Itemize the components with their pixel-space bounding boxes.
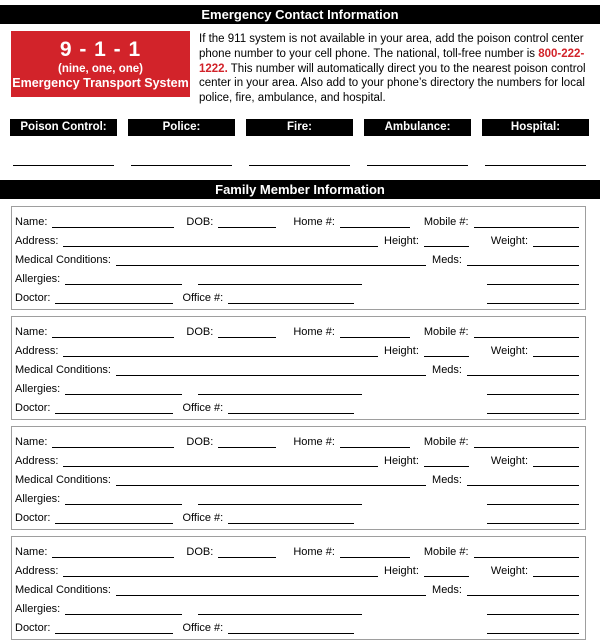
- address-label: Address:: [15, 564, 59, 577]
- allergies-label: Allergies:: [15, 602, 61, 615]
- home-phone-label: Home #:: [293, 545, 335, 558]
- office-phone-fill-line[interactable]: [228, 413, 354, 414]
- allergies-continuation-line[interactable]: [198, 284, 362, 285]
- poison-control-instructions: [199, 31, 590, 106]
- home-phone-fill-line[interactable]: [340, 337, 410, 338]
- office-phone-label: Office #:: [182, 621, 224, 634]
- name-fill-line[interactable]: [52, 557, 174, 558]
- weight-label: Weight:: [490, 234, 528, 247]
- allergies-fill-line[interactable]: [65, 394, 182, 395]
- height-label: Height:: [384, 344, 419, 357]
- home-phone-fill-line[interactable]: [340, 447, 410, 448]
- medical-conditions-label: Medical Conditions:: [15, 363, 111, 376]
- name-fill-line[interactable]: [52, 447, 174, 448]
- medical-conditions-fill-line[interactable]: [116, 265, 426, 266]
- member-row-address: [15, 451, 579, 470]
- allergies-fill-line[interactable]: [65, 614, 182, 615]
- dob-fill-line[interactable]: [218, 227, 276, 228]
- allergies-continuation-line[interactable]: [198, 504, 362, 505]
- member-row-allergies: [15, 379, 579, 398]
- address-label: Address:: [15, 344, 59, 357]
- member-row-name: [15, 432, 579, 451]
- mobile-phone-fill-line[interactable]: [474, 447, 579, 448]
- member-row-allergies: [15, 599, 579, 618]
- meds-continuation-line-1[interactable]: [487, 284, 579, 285]
- family-section-header: [0, 180, 600, 199]
- family-member-block: [11, 536, 586, 640]
- meds-label: Meds:: [432, 253, 462, 266]
- name-label: Name:: [15, 545, 48, 558]
- medical-conditions-fill-line[interactable]: [116, 485, 426, 486]
- member-row-medical: [15, 360, 579, 379]
- address-fill-line[interactable]: [63, 246, 378, 247]
- fire-fill-line[interactable]: [249, 165, 350, 166]
- allergies-label: Allergies:: [15, 272, 61, 285]
- meds-label: Meds:: [432, 363, 462, 376]
- doctor-fill-line[interactable]: [55, 413, 173, 414]
- meds-fill-line[interactable]: [467, 265, 579, 266]
- meds-label: Meds:: [432, 473, 462, 486]
- height-fill-line[interactable]: [424, 356, 469, 357]
- address-fill-line[interactable]: [63, 356, 378, 357]
- member-row-doctor: [15, 618, 579, 637]
- meds-continuation-line-1[interactable]: [487, 394, 579, 395]
- 911-number: 9 - 1 - 1: [59, 37, 142, 61]
- member-row-doctor: [15, 508, 579, 527]
- weight-fill-line[interactable]: [533, 356, 579, 357]
- home-phone-label: Home #:: [293, 435, 335, 448]
- member-row-doctor: [15, 288, 579, 307]
- member-row-address: [15, 341, 579, 360]
- dob-label: DOB:: [186, 435, 214, 448]
- name-fill-line[interactable]: [52, 227, 174, 228]
- allergies-fill-line[interactable]: [65, 504, 182, 505]
- height-label: Height:: [384, 234, 419, 247]
- family-members: [0, 206, 600, 640]
- family-member-block: [11, 316, 586, 420]
- meds-continuation-line-2[interactable]: [487, 413, 579, 414]
- meds-fill-line[interactable]: [467, 485, 579, 486]
- medical-conditions-label: Medical Conditions:: [15, 473, 111, 486]
- height-fill-line[interactable]: [424, 576, 469, 577]
- meds-continuation-line-2[interactable]: [487, 633, 579, 634]
- mobile-phone-fill-line[interactable]: [474, 227, 579, 228]
- doctor-fill-line[interactable]: [55, 523, 173, 524]
- office-phone-label: Office #:: [182, 401, 224, 414]
- office-phone-label: Office #:: [182, 511, 224, 524]
- instructions-text-after: This number will automatically direct you to the nearest poison control center in your area. Also add to your phone’s directory the numbers for local police, fire, ambulance, and hospital.: [199, 62, 586, 105]
- weight-label: Weight:: [490, 564, 528, 577]
- dob-fill-line[interactable]: [218, 337, 276, 338]
- doctor-label: Doctor:: [15, 291, 51, 304]
- meds-fill-line[interactable]: [467, 375, 579, 376]
- name-label: Name:: [15, 215, 48, 228]
- allergies-continuation-line[interactable]: [198, 394, 362, 395]
- meds-fill-line[interactable]: [467, 595, 579, 596]
- emergency-section-title: Emergency Contact Information: [201, 7, 399, 22]
- allergies-fill-line[interactable]: [65, 284, 182, 285]
- ambulance-label-box: Ambulance:: [364, 119, 471, 136]
- doctor-fill-line[interactable]: [55, 303, 173, 304]
- meds-continuation-line-1[interactable]: [487, 504, 579, 505]
- height-label: Height:: [384, 454, 419, 467]
- emergency-contacts-fill-row: [10, 165, 589, 166]
- fire-label-box: Fire:: [246, 119, 353, 136]
- meds-continuation-line-2[interactable]: [487, 303, 579, 304]
- allergies-continuation-line[interactable]: [198, 614, 362, 615]
- emergency-section-header: [0, 5, 600, 24]
- hospital-label-box: Hospital:: [482, 119, 589, 136]
- member-row-medical: [15, 470, 579, 489]
- weight-fill-line[interactable]: [533, 466, 579, 467]
- dob-label: DOB:: [186, 325, 214, 338]
- name-label: Name:: [15, 325, 48, 338]
- dob-label: DOB:: [186, 545, 214, 558]
- meds-continuation-line-2[interactable]: [487, 523, 579, 524]
- police-label-box: Police:: [128, 119, 235, 136]
- height-label: Height:: [384, 564, 419, 577]
- emergency-contacts-header-row: [10, 119, 589, 136]
- medical-conditions-label: Medical Conditions:: [15, 253, 111, 266]
- member-row-address: [15, 561, 579, 580]
- member-row-address: [15, 231, 579, 250]
- emergency-info-section: [11, 31, 590, 106]
- family-member-block: [11, 426, 586, 530]
- allergies-label: Allergies:: [15, 492, 61, 505]
- office-phone-fill-line[interactable]: [228, 633, 354, 634]
- 911-spelled-out: (nine, one, one): [58, 62, 143, 75]
- home-phone-fill-line[interactable]: [340, 227, 410, 228]
- name-fill-line[interactable]: [52, 337, 174, 338]
- member-row-allergies: [15, 269, 579, 288]
- meds-continuation-line-1[interactable]: [487, 614, 579, 615]
- address-label: Address:: [15, 234, 59, 247]
- poison-control-label-box: Poison Control:: [10, 119, 117, 136]
- family-section-title: Family Member Information: [215, 181, 385, 197]
- member-row-medical: [15, 250, 579, 269]
- ambulance-fill-line[interactable]: [367, 165, 468, 166]
- doctor-label: Doctor:: [15, 401, 51, 414]
- medical-conditions-fill-line[interactable]: [116, 375, 426, 376]
- poison-control-fill-line[interactable]: [13, 165, 114, 166]
- office-phone-fill-line[interactable]: [228, 523, 354, 524]
- poison-control-phone-number: 800-222-1222.: [199, 47, 585, 75]
- dob-fill-line[interactable]: [218, 447, 276, 448]
- mobile-phone-fill-line[interactable]: [474, 337, 579, 338]
- member-row-name: [15, 322, 579, 341]
- member-row-allergies: [15, 489, 579, 508]
- allergies-label: Allergies:: [15, 382, 61, 395]
- police-fill-line[interactable]: [131, 165, 232, 166]
- address-label: Address:: [15, 454, 59, 467]
- height-fill-line[interactable]: [424, 466, 469, 467]
- mobile-phone-label: Mobile #:: [423, 325, 469, 338]
- instructions-text-before: If the 911 system is not available in your area, add the poison control center phone number to your cell phone. The national, toll-free number is: [199, 33, 584, 60]
- office-phone-label: Office #:: [182, 291, 224, 304]
- mobile-phone-fill-line[interactable]: [474, 557, 579, 558]
- weight-fill-line[interactable]: [533, 246, 579, 247]
- member-row-name: [15, 542, 579, 561]
- medical-conditions-label: Medical Conditions:: [15, 583, 111, 596]
- meds-label: Meds:: [432, 583, 462, 596]
- height-fill-line[interactable]: [424, 246, 469, 247]
- doctor-label: Doctor:: [15, 511, 51, 524]
- 911-red-banner: [11, 31, 190, 97]
- dob-label: DOB:: [186, 215, 214, 228]
- address-fill-line[interactable]: [63, 466, 378, 467]
- hospital-fill-line[interactable]: [485, 165, 586, 166]
- home-phone-fill-line[interactable]: [340, 557, 410, 558]
- member-row-name: [15, 212, 579, 231]
- name-label: Name:: [15, 435, 48, 448]
- member-row-medical: [15, 580, 579, 599]
- weight-label: Weight:: [490, 454, 528, 467]
- medical-conditions-fill-line[interactable]: [116, 595, 426, 596]
- mobile-phone-label: Mobile #:: [423, 435, 469, 448]
- member-row-doctor: [15, 398, 579, 417]
- mobile-phone-label: Mobile #:: [423, 545, 469, 558]
- office-phone-fill-line[interactable]: [228, 303, 354, 304]
- doctor-label: Doctor:: [15, 621, 51, 634]
- home-phone-label: Home #:: [293, 325, 335, 338]
- mobile-phone-label: Mobile #:: [423, 215, 469, 228]
- weight-label: Weight:: [490, 344, 528, 357]
- weight-fill-line[interactable]: [533, 576, 579, 577]
- home-phone-label: Home #:: [293, 215, 335, 228]
- address-fill-line[interactable]: [63, 576, 378, 577]
- 911-subtitle: Emergency Transport System: [12, 75, 189, 90]
- family-member-block: [11, 206, 586, 310]
- dob-fill-line[interactable]: [218, 557, 276, 558]
- doctor-fill-line[interactable]: [55, 633, 173, 634]
